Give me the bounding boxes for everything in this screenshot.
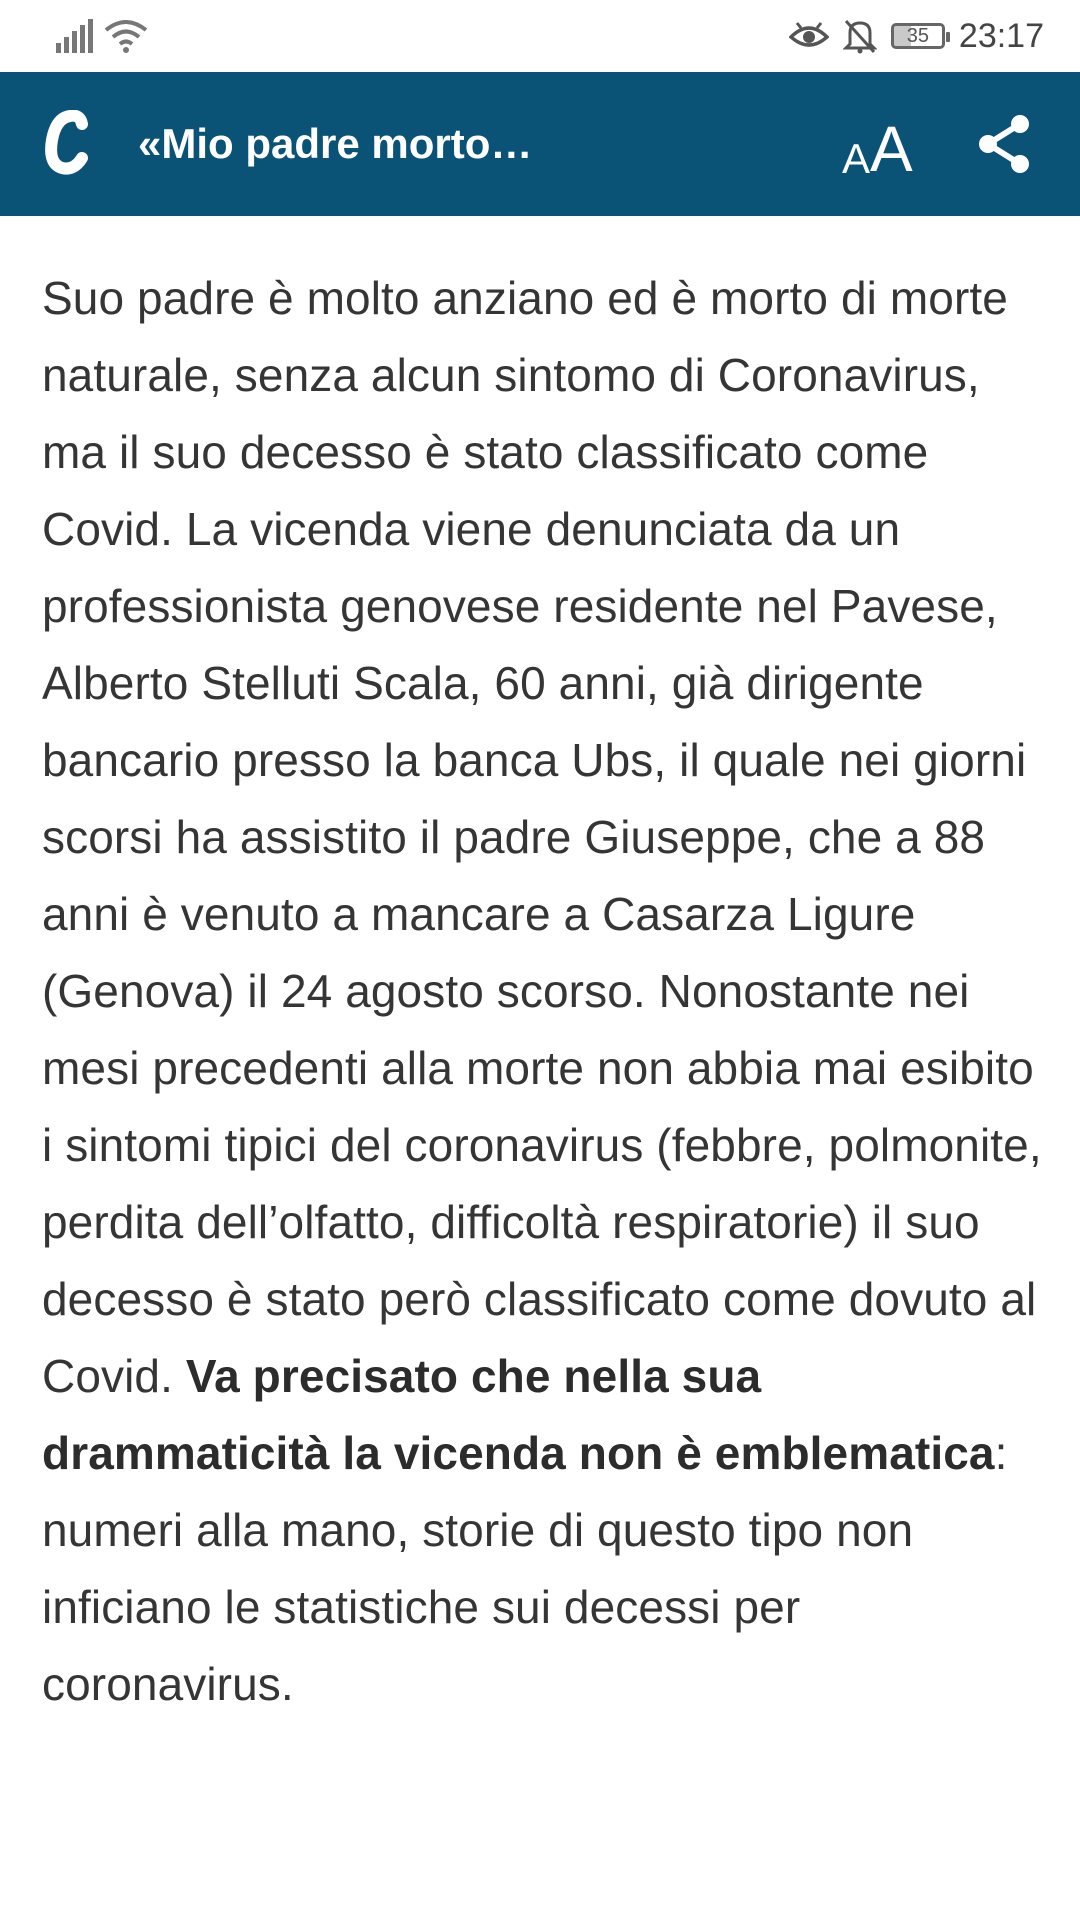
share-icon[interactable] [972,112,1036,176]
article-body [42,260,1052,1723]
signal-icon [56,19,94,53]
clock: 23:17 [958,16,1044,55]
font-size-large-label: A [870,113,913,185]
article-paragraph [42,260,1052,1723]
logo-icon[interactable] [42,110,98,176]
wifi-icon [104,18,148,54]
article-text-bold: Va precisato che nella sua drammaticità la vicenda non è emblematica [42,1350,995,1479]
font-size-small-label: A [842,135,871,182]
status-bar [0,0,1080,72]
eye-comfort-icon [789,21,829,51]
app-bar [0,72,1080,216]
battery-icon [891,23,945,49]
status-left [56,14,148,58]
article-title: «Mio padre morto… [138,120,533,167]
font-size-button[interactable] [842,112,942,185]
article-text-outro: : numeri alla mano, storie di questo tipo non inficiano le statistiche sui decessi per coronavirus. [42,1427,1008,1710]
battery-level: 35 [906,24,930,47]
article-text-intro: Suo padre è molto anziano ed è morto di morte naturale, senza alcun sintomo di Coronavirus, ma il suo decesso è stato classificato come Covid. La vicenda viene denunciata da un professionista genovese residente nel Pavese, Alberto Stelluti Scala, 60 anni, già dirigente bancario presso la banca Ubs, il quale nei giorni scorsi ha assistito il padre Giuseppe, che a 88 anni è venuto a mancare a Casarza Ligure (Genova) il 24 agosto scorso. Nonostante nei mesi precedenti alla morte non abbia mai esibito i sintomi tipici del coronavirus (febbre, polmonite, perdita dell’olfatto, difficoltà respiratorie) il suo decesso è stato però classificato come dovuto al Covid. [42,272,1042,1402]
bell-off-icon [843,18,877,54]
status-right [789,12,1044,60]
